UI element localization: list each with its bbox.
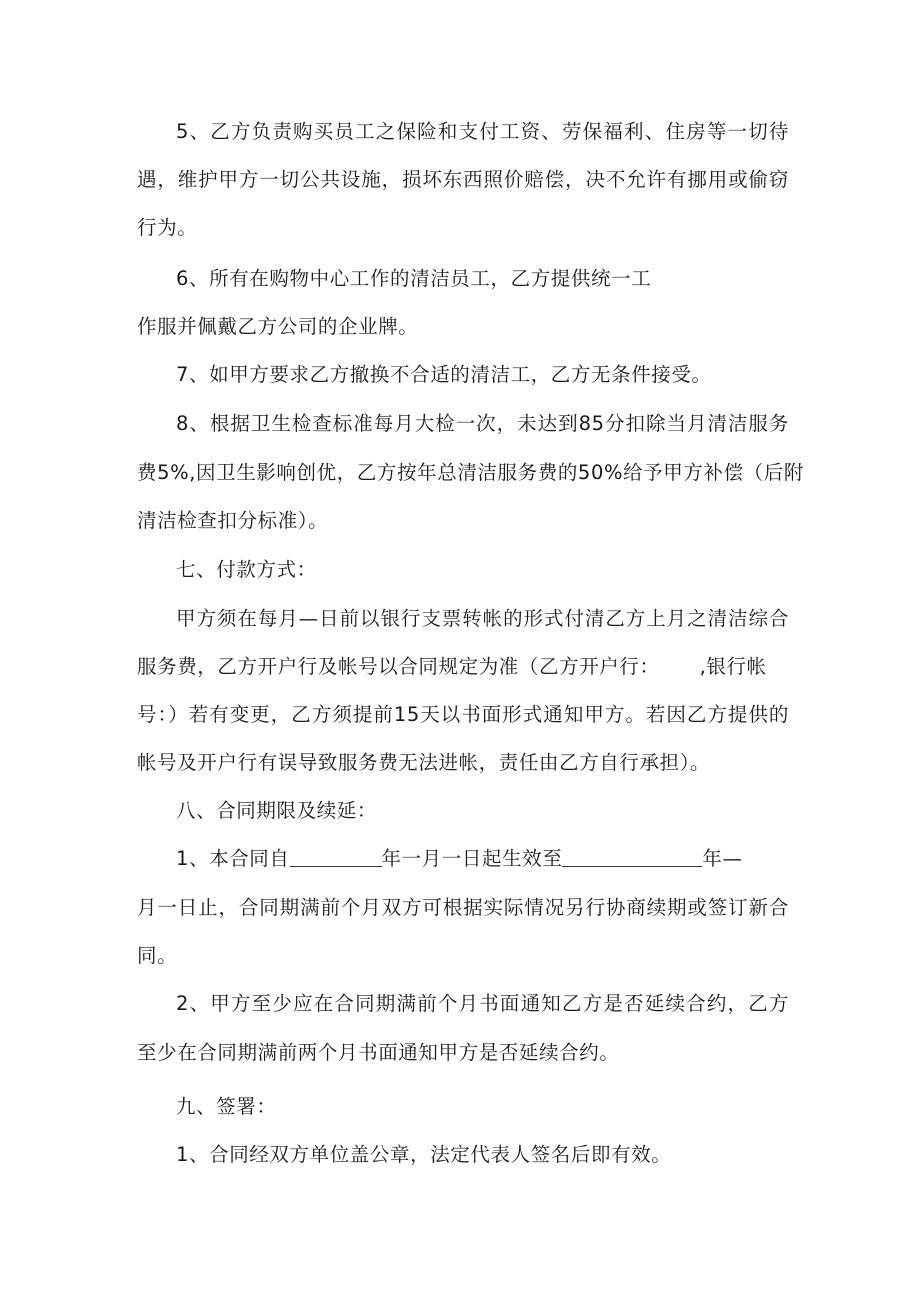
para-8-line-1: 8、根据卫生检查标准每月大检一次，未达到85分扣除当月清洁服务 <box>176 412 789 435</box>
para-6-line-2: 作服并佩戴乙方公司的企业牌。 <box>137 315 419 338</box>
para-6-line-1: 6、所有在购物中心工作的清洁员工，乙方提供统一工 <box>176 267 652 290</box>
payment-line-2-tail: ,银行帐 <box>699 655 767 678</box>
signing-1: 1、合同经双方单位盖公章，法定代表人签名后即有效。 <box>176 1143 672 1166</box>
heading-signing: 九、签署： <box>176 1095 277 1118</box>
payment-line-2-text: 服务费，乙方开户行及帐号以合同规定为准（乙方开户行： <box>137 655 660 678</box>
para-8-line-3: 清洁检查扣分标准）。 <box>137 509 329 532</box>
end-year-blank <box>562 846 702 867</box>
payment-line-4: 帐号及开户行有误导致服务费无法进帐，责任由乙方自行承担）。 <box>137 751 711 774</box>
start-year-blank <box>290 846 382 867</box>
term-1-line-3: 同。 <box>137 944 178 967</box>
term-1-line-1 <box>176 845 743 873</box>
term-1-prefix: 1、本合同自 <box>176 847 290 870</box>
term-1-middle: 年一月一日起生效至 <box>381 847 563 870</box>
para-5-line-3: 行为。 <box>137 216 198 239</box>
term-2-line-2: 至少在合同期满前两个月书面通知甲方是否延续合约。 <box>137 1041 620 1064</box>
para-5-line-1: 5、乙方负责购买员工之保险和支付工资、劳保福利、住房等一切待 <box>176 120 789 143</box>
para-7: 7、如甲方要求乙方撤换不合适的清洁工，乙方无条件接受。 <box>176 363 712 386</box>
term-1-suffix: 年— <box>702 847 743 870</box>
para-8-line-2: 费5%,因卫生影响创优，乙方按年总清洁服务费的50%给予甲方补偿（后附 <box>137 461 804 484</box>
payment-line-1: 甲方须在每月—日前以银行支票转帐的形式付清乙方上月之清洁综合 <box>176 607 789 630</box>
payment-line-3: 号：）若有变更，乙方须提前15天以书面形式通知甲方。若因乙方提供的 <box>137 703 789 726</box>
term-2-line-1: 2、甲方至少应在合同期满前个月书面通知乙方是否延续合约，乙方 <box>176 992 789 1015</box>
term-1-line-2: 月一日止，合同期满前个月双方可根据实际情况另行协商续期或签订新合 <box>137 896 789 919</box>
para-5-line-2: 遇，维护甲方一切公共设施，损坏东西照价赔偿，决不允许有挪用或偷窃 <box>137 168 789 191</box>
payment-line-2 <box>137 653 767 681</box>
heading-payment: 七、付款方式： <box>176 558 317 581</box>
heading-term: 八、合同期限及续延： <box>176 799 378 822</box>
